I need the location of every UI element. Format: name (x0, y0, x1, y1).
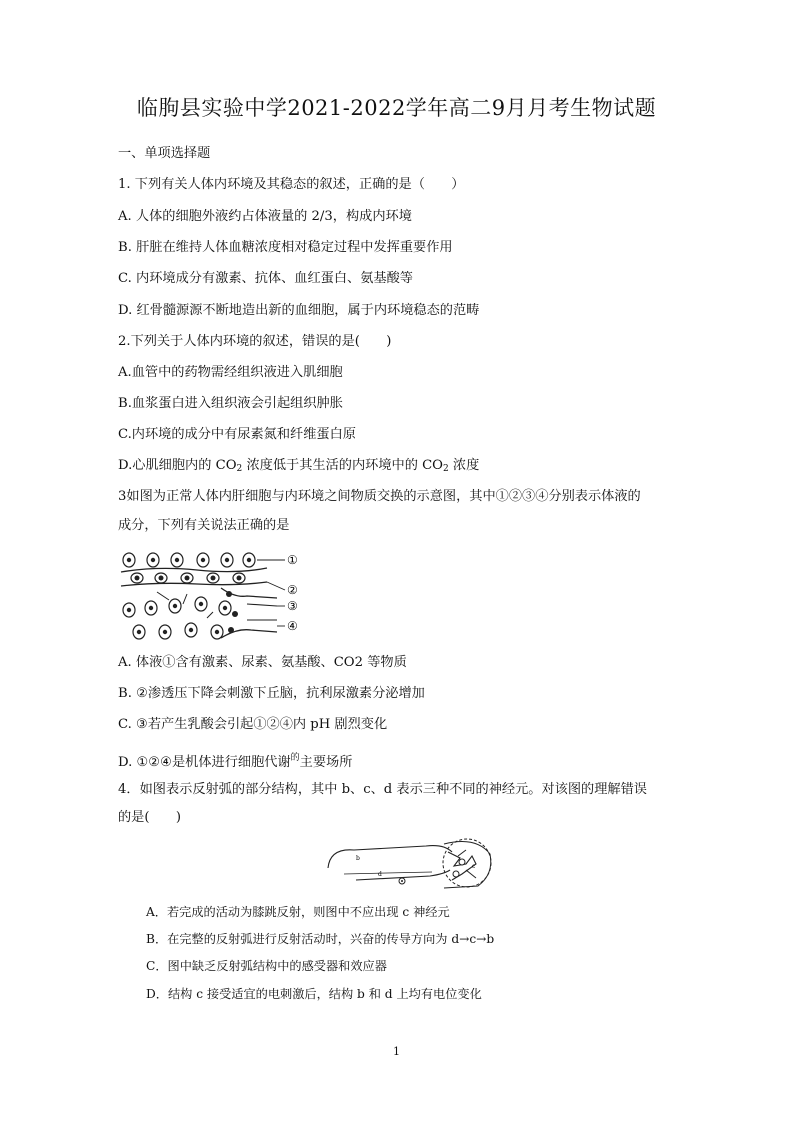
q4-option-b: B．在完整的反射弧进行反射活动时，兴奋的传导方向为 d→c→b (146, 932, 495, 946)
q4-stem-line1: 4．如图表示反射弧的部分结构，其中 b、c、d 表示三种不同的神经元。对该图的理解错误 (118, 782, 647, 797)
q1-option-b: B. 肝脏在维持人体血糖浓度相对稳定过程中发挥重要作用 (118, 240, 453, 255)
q3-option-b: B. ②渗透压下降会刺激下丘脑，抗利尿激素分泌增加 (118, 686, 425, 701)
q3-stem-line1: 3如图为正常人体内肝细胞与内环境之间物质交换的示意图，其中①②③④分别表示体液的 (118, 489, 641, 504)
fig4-label-d: d (378, 871, 382, 878)
q3-stem-line2: 成分，下列有关说法正确的是 (118, 518, 290, 533)
fig4-label-b: b (356, 855, 360, 862)
q3-option-a: A. 体液①含有激素、尿素、氨基酸、CO2 等物质 (118, 655, 407, 670)
fig3-label-3: ③ (287, 599, 298, 613)
page-title: 临朐县实验中学2021-2022学年高二9月月考生物试题 (136, 96, 657, 120)
liver-cell-exchange-diagram (117, 548, 317, 644)
q3-option-c: C. ③若产生乳酸会引起①②④内 pH 剧烈变化 (118, 717, 388, 732)
q1-option-a: A. 人体的细胞外液约占体液量的 2/3，构成内环境 (118, 209, 412, 224)
page-number: 1 (393, 1045, 400, 1058)
q2-option-b: B.血浆蛋白进入组织液会引起组织肿胀 (118, 396, 343, 411)
fig4-label-c: c (472, 863, 476, 870)
section-heading: 一、单项选择题 (118, 146, 211, 161)
q2-stem: 2.下列关于人体内环境的叙述，错误的是( ) (118, 334, 392, 349)
q2-option-c: C.内环境的成分中有尿素氮和纤维蛋白原 (118, 427, 356, 442)
q1-option-c: C. 内环境成分有激素、抗体、血红蛋白、氨基酸等 (118, 271, 413, 286)
q4-option-c: C．图中缺乏反射弧结构中的感受器和效应器 (146, 959, 387, 973)
reflex-arc-diagram (326, 834, 498, 894)
fig3-label-4: ④ (287, 619, 298, 633)
fig3-label-1: ① (287, 553, 298, 567)
q2-option-d: D.心肌细胞内的 $CO_2$ 浓度低于其生活的内环境中的 $CO_2$ 浓度 (118, 458, 480, 474)
q4-option-d: D．结构 c 接受适宜的电刺激后，结构 b 和 d 上均有电位变化 (146, 987, 482, 1001)
q2-option-a: A.血管中的药物需经组织液进入肌细胞 (118, 365, 343, 380)
q1-option-d: D. 红骨髓源源不断地造出新的血细胞，属于内环境稳态的范畴 (118, 303, 480, 318)
q4-stem-line2: 的是( ) (118, 810, 182, 825)
q1-stem: 1. 下列有关人体内环境及其稳态的叙述，正确的是（ ） (118, 177, 465, 192)
fig3-label-2: ② (287, 583, 298, 597)
q3-option-d: D. ①②④是机体进行细胞代谢$^的$主要场所 (118, 753, 353, 770)
q4-option-a: A．若完成的活动为膝跳反射，则图中不应出现 c 神经元 (146, 905, 450, 919)
